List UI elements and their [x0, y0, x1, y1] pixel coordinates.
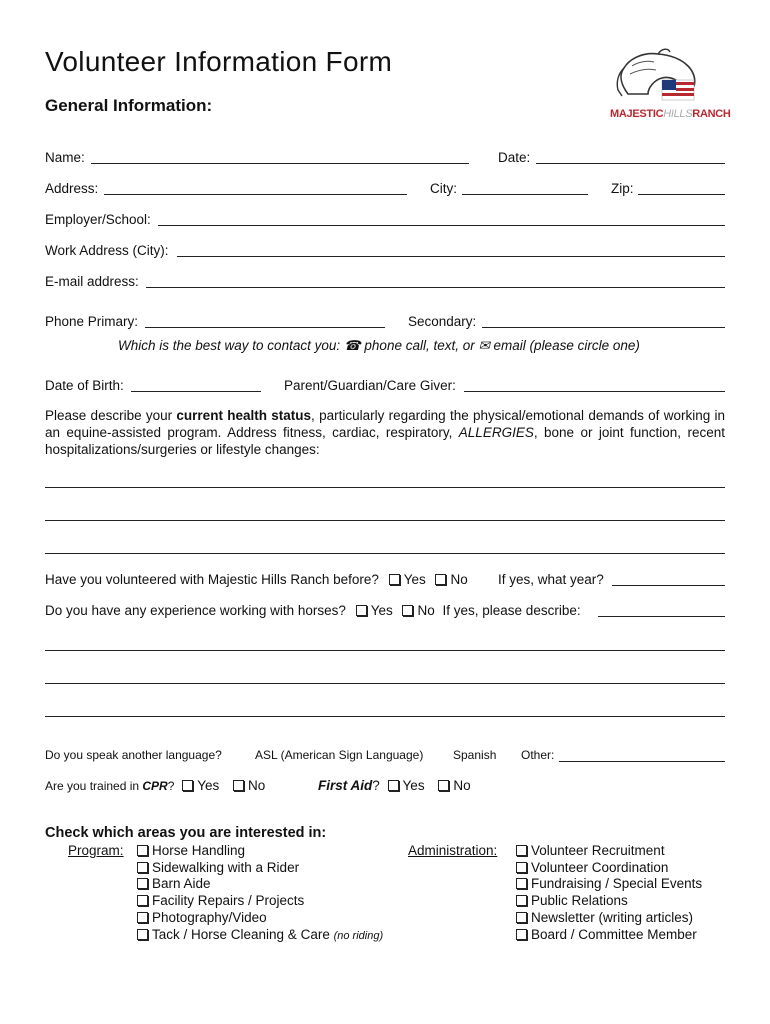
health-answer-line-1[interactable] [45, 487, 725, 488]
horse-experience-row [45, 603, 581, 618]
first-aid-yes-checkbox[interactable] [388, 780, 399, 791]
work-address-label: Work Address (City): [45, 243, 169, 258]
program-item[interactable]: Sidewalking with a Rider [137, 860, 383, 877]
horse-experience-describe-field[interactable] [598, 616, 725, 617]
admin-checkbox[interactable] [516, 845, 527, 856]
admin-checkbox[interactable] [516, 912, 527, 923]
cpr-no-label: No [247, 778, 266, 793]
cpr-no-checkbox[interactable] [233, 780, 244, 791]
email-label: E-mail address: [45, 274, 139, 289]
admin-checkbox[interactable] [516, 929, 527, 940]
work-address-field[interactable] [177, 256, 725, 257]
name-label: Name: [45, 150, 85, 165]
admin-checkbox[interactable] [516, 878, 527, 889]
employer-label: Employer/School: [45, 212, 151, 227]
phone-primary-field[interactable] [145, 327, 385, 328]
volunteered-yes-checkbox[interactable] [389, 574, 400, 585]
horse-experience-yes-label: Yes [370, 603, 393, 618]
first-aid-row: First Aid? Yes No [318, 778, 471, 793]
program-checkbox[interactable] [137, 845, 148, 856]
admin-item[interactable]: Board / Committee Member [516, 927, 702, 944]
program-item[interactable]: Horse Handling [137, 843, 383, 860]
volunteered-no-label: No [450, 572, 468, 587]
admin-item[interactable]: Volunteer Coordination [516, 860, 702, 877]
language-other-field[interactable] [559, 761, 725, 762]
logo-text-hills: HILLS [663, 108, 693, 120]
program-checkbox[interactable] [137, 929, 148, 940]
health-answer-line-3[interactable] [45, 553, 725, 554]
health-status-instructions: Please describe your current health status, particularly regarding the physical/emotional demands of working in an equine-assisted program. Address fitness, cardiac, respiratory, ALLERGIES, bone or joint function, recent hospitalizations/surgeries or lifestyle changes: [45, 408, 726, 457]
program-item[interactable]: Facility Repairs / Projects [137, 893, 383, 910]
horse-experience-line-1[interactable] [45, 650, 725, 651]
health-status-bold: current health status [176, 408, 312, 423]
zip-label: Zip: [611, 181, 634, 196]
horse-experience-no-label: No [417, 603, 435, 618]
horse-experience-question: Do you have any experience working with horses? [45, 603, 346, 618]
address-field[interactable] [104, 194, 407, 195]
first-aid-yes-label: Yes [402, 778, 425, 793]
language-other-label: Other: [521, 748, 555, 762]
program-item[interactable]: Photography/Video [137, 910, 383, 927]
logo-text-majestic: MAJESTIC [610, 108, 664, 120]
admin-item[interactable]: Newsletter (writing articles) [516, 910, 702, 927]
health-answer-line-2[interactable] [45, 520, 725, 521]
program-label: Program: [68, 843, 124, 858]
first-aid-label: First Aid [318, 778, 373, 793]
program-item[interactable]: Tack / Horse Cleaning & Care (no riding) [137, 927, 383, 945]
form-title: Volunteer Information Form [45, 46, 393, 77]
horse-experience-yes-checkbox[interactable] [356, 605, 367, 616]
no-riding-note: (no riding) [333, 929, 384, 942]
horse-experience-describe-label: If yes, please describe: [442, 603, 581, 618]
date-label: Date: [498, 150, 531, 165]
secondary-phone-field[interactable] [482, 327, 725, 328]
city-label: City: [430, 181, 457, 196]
volunteered-year-field[interactable] [612, 585, 725, 586]
name-field[interactable] [91, 163, 469, 164]
admin-item[interactable]: Volunteer Recruitment [516, 843, 702, 860]
language-spanish-option[interactable]: Spanish [453, 748, 497, 762]
zip-field[interactable] [638, 194, 725, 195]
horse-experience-no-checkbox[interactable] [402, 605, 413, 616]
section-general-heading: General Information: [45, 96, 213, 115]
allergies-emphasis: ALLERGIES [458, 425, 534, 440]
dob-label: Date of Birth: [45, 378, 124, 393]
program-checkbox[interactable] [137, 912, 148, 923]
program-list [137, 843, 383, 944]
secondary-phone-label: Secondary: [408, 314, 477, 329]
admin-item[interactable]: Public Relations [516, 893, 702, 910]
interests-heading: Check which areas you are interested in: [45, 825, 327, 841]
admin-item[interactable]: Fundraising / Special Events [516, 876, 702, 893]
date-field[interactable] [536, 163, 725, 164]
volunteered-question-row [45, 572, 468, 587]
volunteered-yes-label: Yes [403, 572, 426, 587]
administration-label: Administration: [408, 843, 498, 858]
cpr-yes-label: Yes [197, 778, 220, 793]
cpr-yes-checkbox[interactable] [182, 780, 193, 791]
volunteered-no-checkbox[interactable] [435, 574, 446, 585]
phone-primary-label: Phone Primary: [45, 314, 139, 329]
program-checkbox[interactable] [137, 862, 148, 873]
ranch-logo [608, 46, 731, 130]
cpr-question: Are you trained in [45, 779, 143, 793]
admin-checkbox[interactable] [516, 862, 527, 873]
volunteered-question: Have you volunteered with Majestic Hills Ranch before? [45, 572, 379, 587]
program-checkbox[interactable] [137, 878, 148, 889]
volunteered-year-label: If yes, what year? [498, 572, 604, 587]
dob-field[interactable] [131, 391, 261, 392]
language-question: Do you speak another language? [45, 748, 222, 762]
cpr-label: CPR [142, 779, 168, 793]
horse-experience-line-2[interactable] [45, 683, 725, 684]
guardian-label: Parent/Guardian/Care Giver: [284, 378, 456, 393]
guardian-field[interactable] [464, 391, 725, 392]
email-field[interactable] [146, 287, 725, 288]
logo-text-ranch: RANCH [692, 108, 731, 120]
program-checkbox[interactable] [137, 895, 148, 906]
administration-list [516, 843, 702, 943]
horse-experience-line-3[interactable] [45, 716, 725, 717]
cpr-row: Are you trained in CPR? Yes No [45, 778, 266, 793]
admin-checkbox[interactable] [516, 895, 527, 906]
program-item[interactable]: Barn Aide [137, 876, 383, 893]
city-field[interactable] [462, 194, 588, 195]
first-aid-no-label: No [453, 778, 471, 793]
contact-preference-text: Which is the best way to contact you: ☎ phone call, text, or ✉ email (please circle one) [118, 338, 640, 353]
address-label: Address: [45, 181, 99, 196]
language-asl-option[interactable]: ASL (American Sign Language) [255, 748, 424, 762]
employer-field[interactable] [158, 225, 725, 226]
first-aid-no-checkbox[interactable] [438, 780, 449, 791]
